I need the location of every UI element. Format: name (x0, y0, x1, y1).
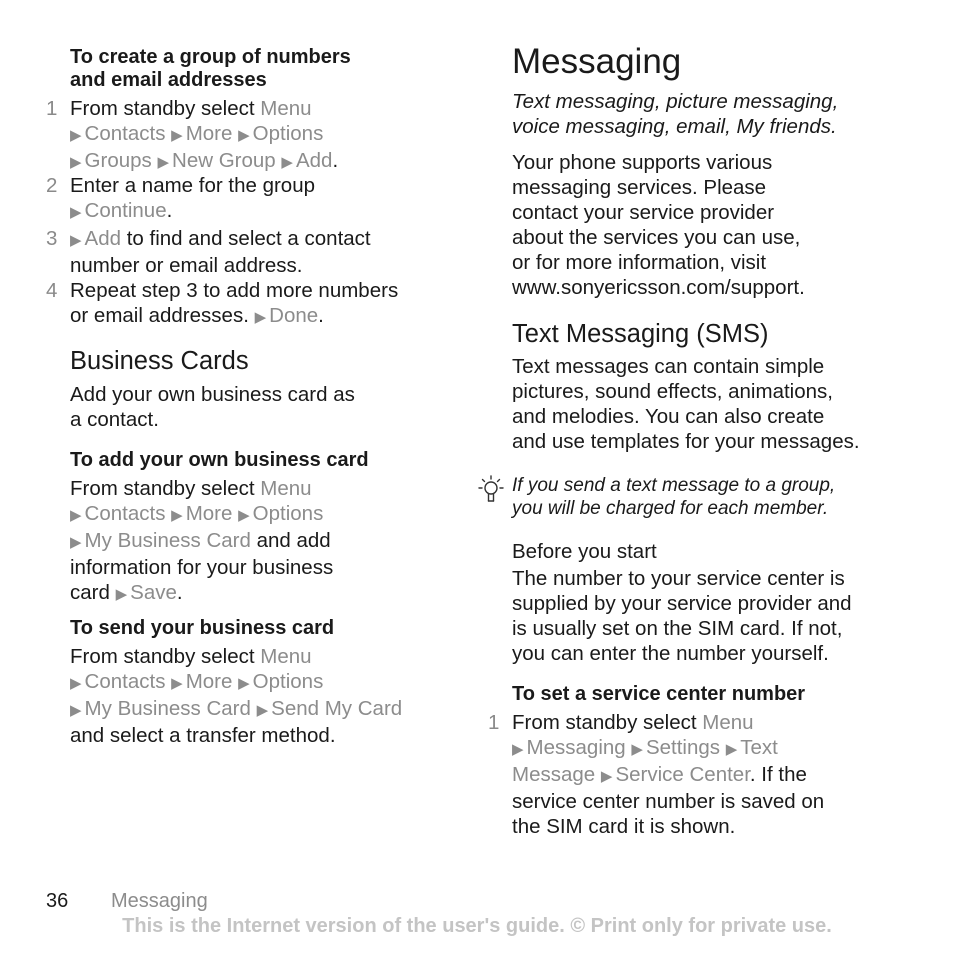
intro-line: Add your own business card as (70, 383, 355, 406)
arrow-icon: ▶ (70, 232, 82, 249)
arrow-icon: ▶ (600, 768, 613, 785)
arrow-icon: ▶ (281, 154, 293, 171)
step-text: or email addresses. (70, 304, 249, 327)
menu-path-save: Save (130, 581, 177, 604)
service-center-heading: To set a service center number (512, 683, 806, 705)
menu-path-done: Done (269, 304, 319, 327)
intro-line: a contact. (70, 408, 159, 431)
step-text: to find and select a contact (126, 227, 371, 250)
menu-path-add: Add (295, 149, 333, 172)
arrow-icon: ▶ (70, 127, 82, 144)
menu-path-settings: Settings (645, 736, 721, 759)
before-line: you can enter the number yourself. (512, 642, 829, 665)
arrow-icon: ▶ (70, 702, 82, 719)
arrow-icon: ▶ (115, 586, 128, 603)
arrow-icon: ▶ (238, 675, 250, 692)
arrow-icon: ▶ (157, 154, 170, 171)
menu-path-send-my-card: Send My Card (271, 697, 403, 720)
sms-title: Text Messaging (SMS) (512, 320, 769, 348)
sms-line: and melodies. You can also create (512, 405, 825, 428)
tip-line: If you send a text message to a group, (512, 475, 836, 496)
menu-link: Menu (260, 645, 312, 668)
menu-path-groups: Groups (84, 149, 152, 172)
menu-path-my-business-card: My Business Card (84, 529, 251, 552)
step-text: From standby select (70, 645, 255, 668)
tip-note (512, 474, 835, 520)
menu-path-more: More (185, 502, 233, 525)
footer-section: Messaging (111, 890, 208, 912)
before-line: The number to your service center is (512, 567, 845, 590)
sms-line: Text messages can contain simple (512, 355, 825, 378)
menu-path-more: More (185, 122, 233, 145)
business-cards-intro (70, 382, 355, 432)
arrow-icon: ▶ (70, 534, 82, 551)
menu-link: Menu (260, 477, 312, 500)
punct: . (166, 199, 173, 222)
menu-path-add: Add (84, 227, 122, 250)
arrow-icon: ▶ (238, 127, 250, 144)
step-text: and add (256, 529, 331, 552)
footer-disclaimer: This is the Internet version of the user's guide. © Print only for private use. (122, 915, 832, 937)
step-1 (46, 96, 339, 175)
step-number: 2 (46, 174, 58, 197)
business-cards-title: Business Cards (70, 347, 249, 375)
intro-line: messaging services. Please (512, 176, 767, 199)
punct: . (176, 581, 183, 604)
menu-path-message: Message (512, 763, 596, 786)
step-number: 3 (46, 227, 58, 250)
step-number: 1 (488, 711, 500, 734)
menu-path-continue: Continue (84, 199, 167, 222)
arrow-icon: ▶ (725, 741, 738, 758)
step-4 (46, 278, 399, 330)
tip-line: you will be charged for each member. (512, 498, 829, 519)
arrow-icon: ▶ (238, 507, 250, 524)
lightbulb-icon (476, 474, 506, 506)
menu-path-messaging: Messaging (526, 736, 626, 759)
arrow-icon: ▶ (171, 127, 183, 144)
menu-path-service-center: Service Center (615, 763, 750, 786)
step-text: From standby select (70, 477, 255, 500)
before-heading: Before you start (512, 540, 657, 563)
menu-path-text: Text (740, 736, 778, 759)
menu-link: Menu (260, 97, 312, 120)
step-number: 4 (46, 279, 58, 302)
arrow-icon: ▶ (254, 309, 267, 326)
send-card-steps (70, 644, 402, 748)
step-2 (46, 173, 316, 225)
arrow-icon: ▶ (256, 702, 269, 719)
menu-path-more: More (185, 670, 233, 693)
add-card-heading: To add your own business card (70, 449, 369, 471)
sms-line: and use templates for your messages. (512, 430, 860, 453)
sms-line: pictures, sound effects, animations, (512, 380, 833, 403)
group-heading-line1: To create a group of numbers (70, 46, 351, 68)
arrow-icon: ▶ (631, 741, 643, 758)
subtitle-line: Text messaging, picture messaging, (512, 90, 839, 113)
menu-path-contacts: Contacts (84, 122, 166, 145)
step-text: Repeat step 3 to add more numbers (70, 279, 399, 302)
menu-path-contacts: Contacts (84, 670, 166, 693)
step-text: Enter a name for the group (70, 174, 316, 197)
menu-path-contacts: Contacts (84, 502, 166, 525)
before-paragraph (512, 566, 852, 666)
step-text: . If the (749, 763, 807, 786)
step-text: and select a transfer method. (70, 724, 336, 747)
intro-paragraph (512, 150, 805, 300)
step-number: 1 (46, 97, 58, 120)
before-line: supplied by your service provider and (512, 592, 852, 615)
menu-path-options: Options (252, 122, 324, 145)
intro-line: Your phone supports various (512, 151, 773, 174)
before-line: is usually set on the SIM card. If not, (512, 617, 843, 640)
menu-path-new-group: New Group (172, 149, 276, 172)
arrow-icon: ▶ (70, 154, 82, 171)
step-text: card (70, 581, 110, 604)
sms-paragraph (512, 354, 860, 454)
step-text: information for your business (70, 556, 334, 579)
menu-path-options: Options (252, 670, 324, 693)
page-number: 36 (46, 890, 69, 912)
add-card-steps (70, 476, 333, 607)
menu-path-my-business-card: My Business Card (84, 697, 251, 720)
service-center-step-1 (488, 710, 825, 839)
send-card-heading: To send your business card (70, 617, 335, 639)
intro-line: or for more information, visit (512, 251, 767, 274)
subtitle-line: voice messaging, email, My friends. (512, 115, 837, 138)
step-text: From standby select (70, 97, 255, 120)
arrow-icon: ▶ (70, 675, 82, 692)
menu-link: Menu (702, 711, 754, 734)
intro-line: www.sonyericsson.com/support. (512, 276, 805, 299)
intro-line: contact your service provider (512, 201, 775, 224)
arrow-icon: ▶ (171, 507, 183, 524)
intro-line: about the services you can use, (512, 226, 801, 249)
punct: . (318, 304, 324, 327)
page-subtitle (512, 89, 838, 139)
punct: . (332, 149, 339, 172)
step-3 (46, 226, 371, 278)
arrow-icon: ▶ (70, 507, 82, 524)
step-text: service center number is saved on (512, 790, 825, 813)
arrow-icon: ▶ (171, 675, 183, 692)
arrow-icon: ▶ (70, 204, 82, 221)
arrow-icon: ▶ (512, 741, 524, 758)
menu-path-options: Options (252, 502, 324, 525)
step-text: number or email address. (70, 254, 303, 277)
page-title: Messaging (512, 42, 682, 81)
step-text: From standby select (512, 711, 697, 734)
group-heading-line2: and email addresses (70, 69, 267, 91)
step-text: the SIM card it is shown. (512, 815, 736, 838)
